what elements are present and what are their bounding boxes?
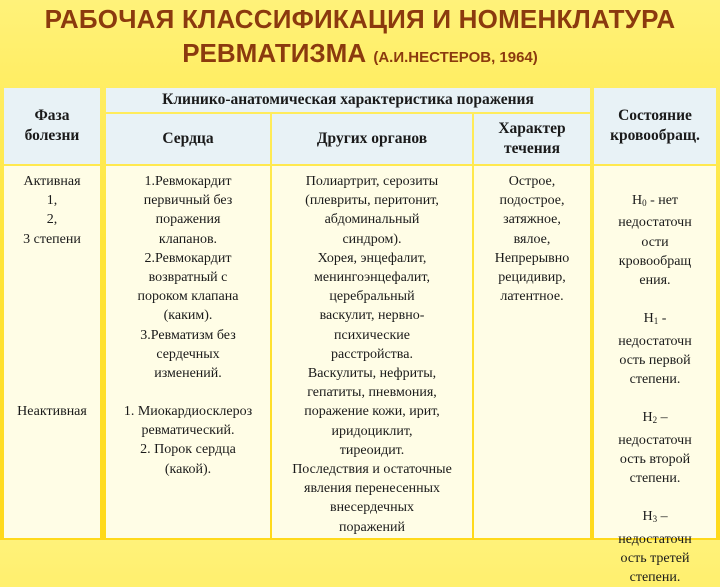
header-other-organs: Других органов (272, 114, 472, 164)
header-clinical-group: Клинико-анатомическая характеристика поражения (106, 88, 590, 112)
header-circulation: Состояние кровообращ. (594, 88, 716, 164)
header-heart: Сердца (106, 114, 270, 164)
slide-title (0, 2, 720, 75)
header-phase: Фаза болезни (4, 88, 100, 164)
header-course: Характер течения (474, 114, 590, 164)
course-text: Острое, подострое, затяжное, вялое, Непрерывно рецидивир, латентное. (494, 174, 570, 305)
course-column (474, 166, 590, 538)
title-line-1: РАБОЧАЯ КЛАССИФИКАЦИЯ И НОМЕНКЛАТУРА (44, 4, 676, 34)
circulation-text (594, 172, 716, 587)
circulation-h0: $Н_0$ - нет недостаточн ости кровообращ ения. (618, 193, 692, 289)
phase-column (4, 166, 100, 538)
title-main: РЕВМАТИЗМА (182, 38, 367, 68)
heart-column (106, 166, 270, 538)
title-line-2 (0, 36, 720, 75)
circulation-h1: $Н_1$ - недостаточн ость первой степени. (618, 311, 692, 388)
title-author: (А.И.НЕСТЕРОВ, 1964) (373, 49, 538, 66)
heart-active: 1.Ревмокардит первичный без поражения клапанов. 2.Ревмокардит возвратный с пороком клапана (каким). 3.Ревматизм без сердечных изменений. (137, 174, 239, 382)
other-organs-text: Полиартрит, серозиты (плевриты, перитонит, абдоминальный синдром). Хорея, энцефалит, менингоэнцефалит, церебральный васкулит, нервно- психические расстройства. Васкулиты, нефриты, гепатиты, пневмония, поражение кожи, ирит, иридоциклит, тиреоидит. Последствия и остаточные явления перенесенных внесердечных поражений (292, 174, 452, 535)
circulation-h2: $Н_2$ – недостаточн ость второй степени. (618, 410, 692, 487)
circulation-column (594, 166, 716, 586)
heart-inactive: 1. Миокардиосклероз ревматический. 2. Порок сердца (какой). (123, 404, 253, 477)
phase-inactive: Неактивная (17, 404, 87, 419)
circulation-h3: $Н_3$ – недостаточн ость третей степени. (618, 509, 692, 586)
phase-active: Активная 1, 2, 3 степени (23, 174, 81, 247)
other-organs-column (272, 166, 472, 538)
